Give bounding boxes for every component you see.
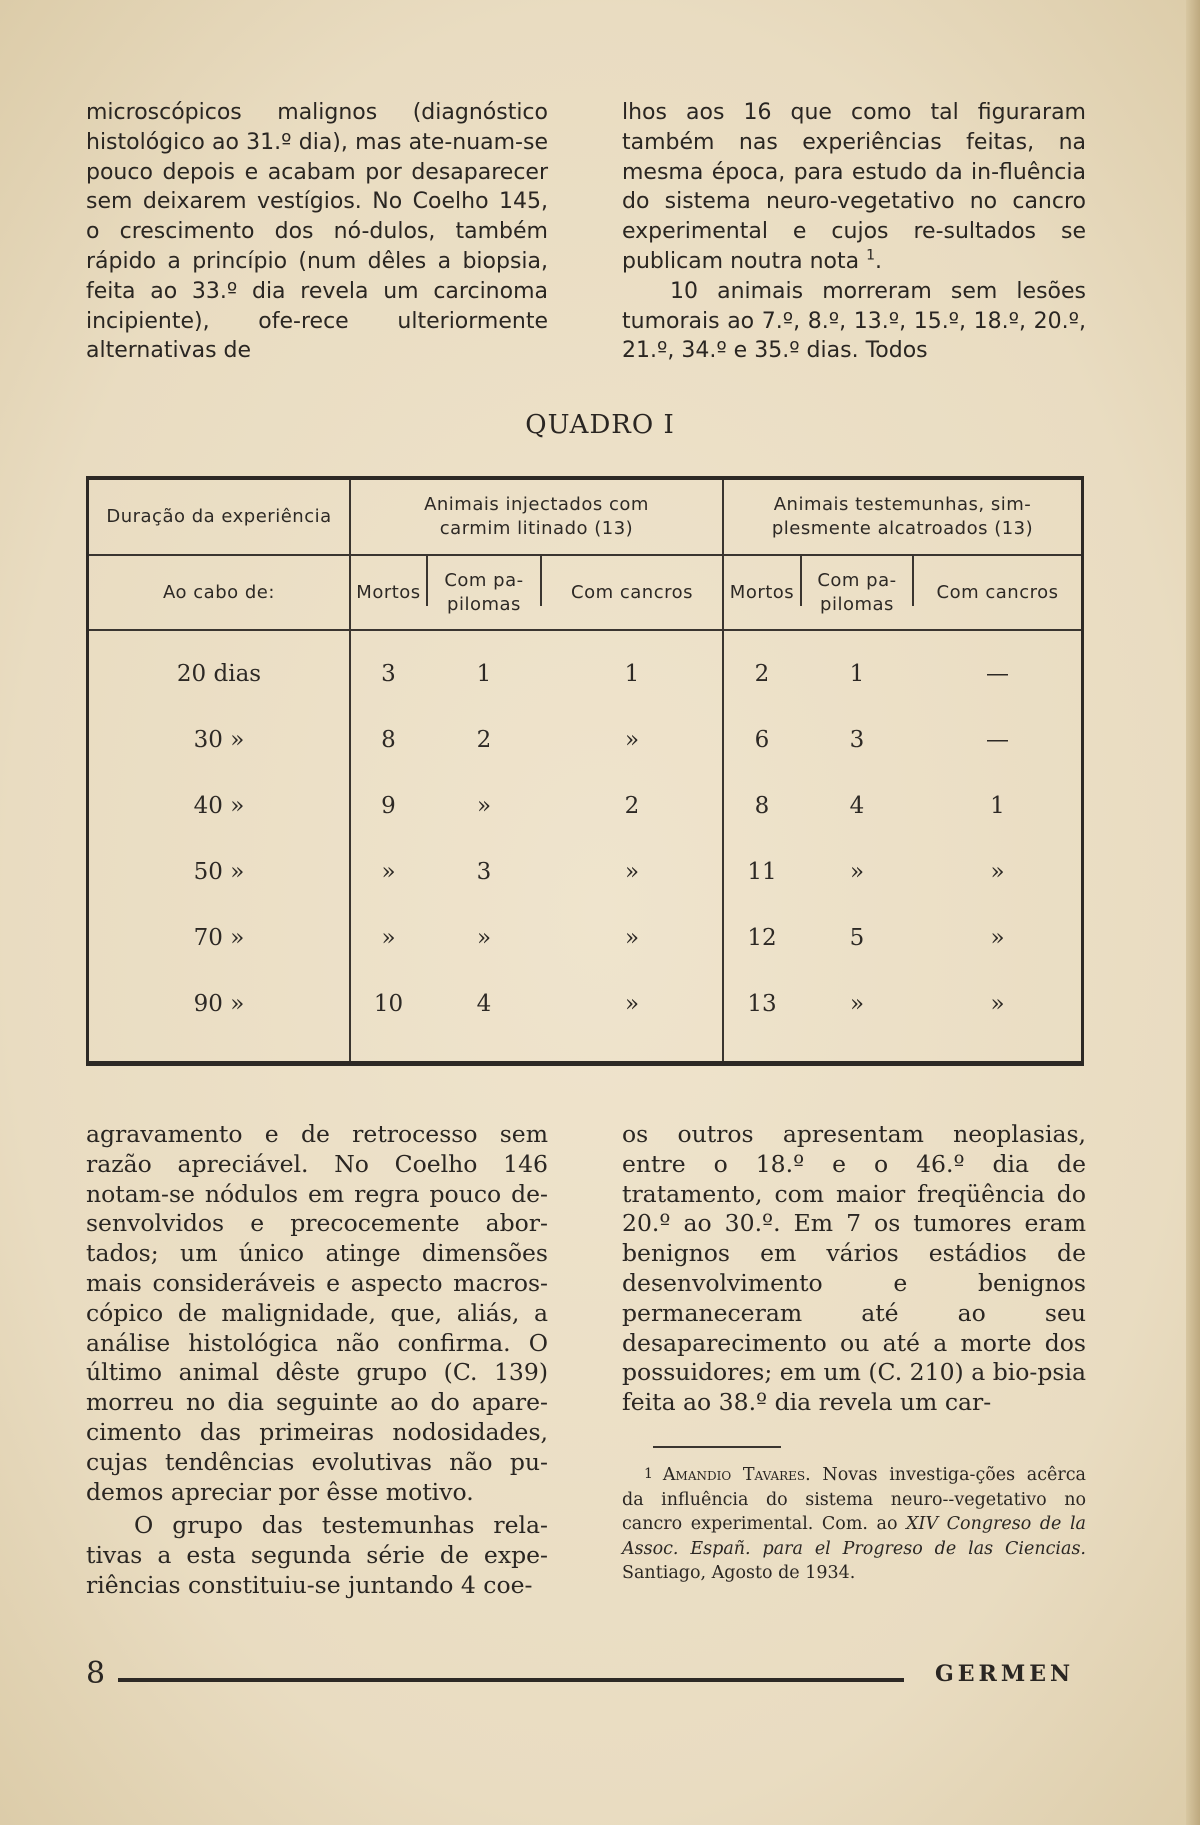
table-cell: — bbox=[986, 727, 1009, 753]
table-cell: 3 bbox=[381, 661, 396, 687]
table-cell: 8 bbox=[381, 727, 396, 753]
table-cell: 3 bbox=[476, 859, 492, 885]
footnote-author: Amandio Tavares. bbox=[662, 1465, 811, 1485]
footnote-rule bbox=[653, 1446, 781, 1448]
table-cell: 2 bbox=[624, 793, 640, 819]
row-divider bbox=[89, 629, 1081, 631]
table-cell: 2 bbox=[754, 661, 770, 687]
table-border-right bbox=[1081, 476, 1084, 1066]
journal-name: GERMEN bbox=[935, 1661, 1075, 1687]
page-edge bbox=[1186, 0, 1200, 1825]
text-column-top-left bbox=[86, 98, 548, 366]
table-cell: » bbox=[476, 793, 492, 819]
footnote-text: Novas investiga-ções acêrca da influência do sistema neuro--vegetativo no cancro experimental. Com. ao bbox=[622, 1465, 1086, 1534]
text-column-bottom-left bbox=[86, 1120, 548, 1601]
subheader-time: Ao cabo de: bbox=[163, 581, 275, 603]
subheader-papillomas-controls: Com pa-pilomas bbox=[817, 569, 897, 615]
table-cell: » bbox=[849, 859, 865, 885]
table-row-time: 30 » bbox=[193, 727, 245, 753]
footnote-reference: 1 bbox=[866, 247, 876, 264]
subheader-papillomas-injected: Com pa-pilomas bbox=[444, 569, 524, 615]
footnote-number: 1 bbox=[644, 1466, 653, 1482]
table-cell: 1 bbox=[476, 661, 492, 687]
table-cell: 2 bbox=[476, 727, 492, 753]
header-group-controls: Animais testemunhas, sim-plesmente alcatroados (13) bbox=[771, 494, 1034, 539]
table-cell: 4 bbox=[849, 793, 865, 819]
subheader-cancers-controls: Com cancros bbox=[936, 581, 1059, 603]
table-cell: » bbox=[381, 925, 396, 951]
table-title: QUADRO I bbox=[525, 410, 675, 440]
table-cell: 1 bbox=[849, 661, 865, 687]
paragraph: 10 animais morreram sem lesões tumorais ao 7.º, 8.º, 13.º, 15.º, 18.º, 20.º, 21.º, 34.º e 35.º dias. Todos bbox=[622, 278, 1086, 364]
table-cell: » bbox=[624, 727, 640, 753]
table-cell: — bbox=[986, 661, 1009, 687]
table-row-time: 70 » bbox=[193, 925, 245, 951]
footnote-text-end: Santiago, Agosto de 1934. bbox=[622, 1563, 856, 1583]
data-table bbox=[86, 476, 1084, 1066]
table-cell: 3 bbox=[849, 727, 865, 753]
table-row-time: 40 » bbox=[193, 793, 245, 819]
paragraph-text: lhos aos 16 que como tal figuraram também nas experiências feitas, na mesma época, para estudo da in-fluência do sistema neuro-vegetativo no cancro experimental e cujos re-sultados se publicam noutra nota bbox=[622, 100, 1086, 274]
footnote-venue: XIV Congreso de la Assoc. Españ. para el Progreso de las Ciencias. bbox=[622, 1514, 1086, 1559]
table-cell: 6 bbox=[754, 727, 770, 753]
subheader-cancers-injected: Com cancros bbox=[571, 581, 693, 603]
table-cell: » bbox=[990, 991, 1005, 1017]
table-cell: 1 bbox=[990, 793, 1005, 819]
table-row-time: 20 dias bbox=[176, 661, 262, 687]
table-row-time: 90 » bbox=[193, 991, 245, 1017]
paragraph: microscópicos malignos (diagnóstico histológico ao 31.º dia), mas ate-nuam-se pouco depois e acabam por desaparecer sem deixarem vestígios. No Coelho 145, o crescimento dos nó-dulos, também rápido a princípio (num dêles a biopsia, feita ao 33.º dia revela um carcinoma incipiente), ofe-rece ulteriormente alternativas de bbox=[86, 100, 548, 364]
table-cell: 5 bbox=[849, 925, 865, 951]
header-duration: Duração da experiência bbox=[106, 506, 332, 527]
table-cell: 12 bbox=[747, 925, 777, 951]
header-group-injected: Animais injectados com carmim litinado (13) bbox=[424, 494, 649, 539]
table-cell: 10 bbox=[373, 991, 404, 1017]
paragraph: O grupo das testemunhas rela-tivas a esta segunda série de expe-riências constituiu-se juntando 4 coe- bbox=[86, 1511, 548, 1599]
table-cell: » bbox=[849, 991, 865, 1017]
footer-rule bbox=[118, 1678, 904, 1682]
footnote bbox=[622, 1462, 1086, 1586]
table-cell: 11 bbox=[747, 859, 777, 885]
table-cell: 4 bbox=[476, 991, 492, 1017]
paragraph: agravamento e de retrocesso sem razão apreciável. No Coelho 146 notam-se nódulos em regra pouco de-senvolvidos e precocemente abor-tados; um único atinge dimensões mais consideráveis e aspecto macros-cópico de malignidade, que, aliás, a análise histológica não confirma. O último animal dêste grupo (C. 139) morreu no dia seguinte ao do apare-cimento das primeiras nodosidades, cujas tendências evolutivas não pu-demos apreciar por êsse motivo. bbox=[86, 1120, 548, 1506]
paragraph: lhos aos 16 que como tal figuraram também nas experiências feitas, na mesma época, para estudo da in-fluência do sistema neuro-vegetativo no cancro experimental e cujos re-sultados se publicam noutra nota $^1$. bbox=[622, 100, 1086, 274]
subheader-deaths-controls: Mortos bbox=[729, 581, 795, 603]
table-cell: » bbox=[624, 859, 640, 885]
table-row-time: 50 » bbox=[193, 859, 245, 885]
table-cell: » bbox=[624, 991, 640, 1017]
table-cell: » bbox=[990, 859, 1005, 885]
table-cell: » bbox=[476, 925, 492, 951]
text-column-top-right bbox=[622, 98, 1086, 366]
table-border-bottom bbox=[86, 1061, 1084, 1066]
table-cell: » bbox=[381, 859, 396, 885]
table-cell: 1 bbox=[624, 661, 640, 687]
text-column-bottom-right bbox=[622, 1120, 1086, 1418]
table-cell: » bbox=[990, 925, 1005, 951]
table-cell: 8 bbox=[754, 793, 770, 819]
subheader-deaths-injected: Mortos bbox=[356, 581, 421, 603]
table-cell: 9 bbox=[381, 793, 396, 819]
page-number: 8 bbox=[86, 1656, 106, 1691]
table-cell: » bbox=[624, 925, 640, 951]
table-cell: 13 bbox=[747, 991, 777, 1017]
paragraph: os outros apresentam neoplasias, entre o 18.º e o 46.º dia de tratamento, com maior freqüência do 20.º ao 30.º. Em 7 os tumores eram benignos em vários estádios de desenvolvimento e benignos permaneceram até ao seu desaparecimento ou até a morte dos possuidores; em um (C. 210) a bio-psia feita ao 38.º dia revela um car- bbox=[622, 1120, 1086, 1417]
